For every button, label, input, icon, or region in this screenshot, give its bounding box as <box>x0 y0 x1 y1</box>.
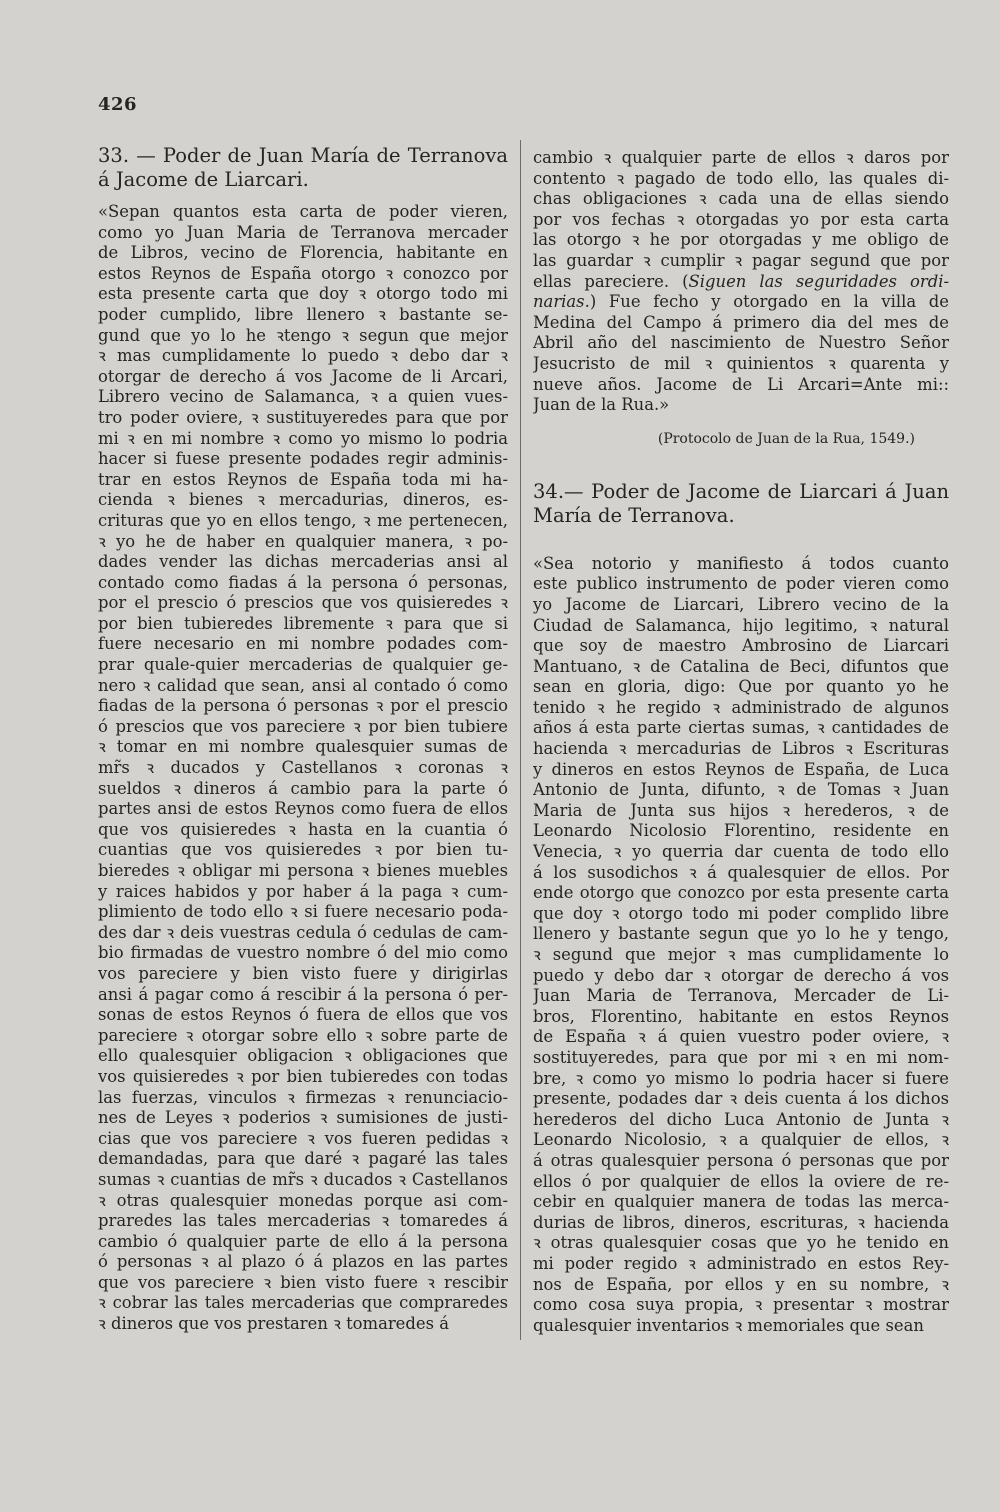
text-line: bre, ꝛ como yo mismo lo podria hacer si fuere <box>533 1068 949 1088</box>
text-line: ꝛ otras qualesquier cosas que yo he tenido en <box>533 1233 949 1253</box>
document-33-body-continued <box>533 148 949 416</box>
text-line: prar quale-quier mercaderias de qualquier ge- <box>98 655 508 675</box>
text-line: «Sepan quantos esta carta de poder vieren, <box>98 202 508 221</box>
text-line: cambio ꝛ qualquier parte de ellos ꝛ daros por <box>533 148 949 167</box>
text-line: ꝛ otras qualesquier monedas porque asi com- <box>98 1190 508 1210</box>
text-line: Jesucristo de mil ꝛ quinientos ꝛ quarenta y <box>533 353 949 373</box>
text-line: por vos fechas ꝛ otorgadas yo por esta carta <box>533 209 949 229</box>
text-line: ansi á pagar como á rescibir á la persona ó per- <box>98 984 508 1004</box>
text-line: Leonardo Nicolosio, ꝛ a qualquier de ellos, ꝛ <box>533 1130 949 1150</box>
text-line: de España ꝛ á quien vuestro poder oviere, ꝛ <box>533 1027 949 1047</box>
text-line: chas obligaciones ꝛ cada una de ellas siendo <box>533 189 949 209</box>
right-column <box>533 144 949 1336</box>
text-line: que vos pareciere ꝛ bien visto fuere ꝛ rescibir <box>98 1272 508 1292</box>
text-line: nueve años. Jacome de Li Arcari=Ante mi:: <box>533 374 949 394</box>
text-line: ꝛ cobrar las tales mercaderias que compraredes <box>98 1293 508 1313</box>
text-line: tenido ꝛ he regido ꝛ administrado de algunos <box>533 697 949 717</box>
text-line: como cosa suya propia, ꝛ presentar ꝛ mostrar <box>533 1295 949 1315</box>
left-column <box>98 144 508 1335</box>
document-34-body <box>533 554 949 1337</box>
text-line: hacer si fuese presente podades regir adminis- <box>98 449 508 469</box>
text-line: vos quisieredes ꝛ por bien tubieredes con todas <box>98 1066 508 1086</box>
text-line: ꝛ tomar en mi nombre qualesquier sumas de <box>98 737 508 757</box>
document-34-heading <box>533 480 949 528</box>
text-line: cias que vos pareciere ꝛ vos fueren pedidas ꝛ <box>98 1128 508 1148</box>
text-line: por bien tubieredes libremente ꝛ para que si <box>98 613 508 633</box>
text-line: tro poder oviere, ꝛ sustituyeredes para que por <box>98 407 508 427</box>
text-line: puedo y debo dar ꝛ otorgar de derecho á vos <box>533 965 949 985</box>
text-line: plimiento de todo ello ꝛ si fuere necesario poda- <box>98 902 508 922</box>
text-line: bros, Florentino, habitante en estos Reynos <box>533 1006 949 1026</box>
column-divider <box>520 140 521 1340</box>
text-line: de Libros, vecino de Florencia, habitante en <box>98 243 508 263</box>
document-33-heading <box>98 144 508 192</box>
text-line: Ciudad de Salamanca, hijo legitimo, ꝛ natural <box>533 615 949 635</box>
text-line: fiadas de la persona ó personas ꝛ por el prescio <box>98 696 508 716</box>
citation: (Protocolo de Juan de la Rua, 1549.) <box>657 430 915 447</box>
text-line: mr̃s ꝛ ducados y Castellanos ꝛ coronas ꝛ <box>98 758 508 778</box>
text-line: cienda ꝛ bienes ꝛ mercadurias, dineros, es- <box>98 490 508 510</box>
text-line: que doy ꝛ otorgo todo mi poder complido libre <box>533 903 949 923</box>
heading-line: á Jacome de Liarcari. <box>98 168 309 191</box>
text-line: sueldos ꝛ dineros á cambio para la parte ó <box>98 778 508 798</box>
text-line: nes de Leyes ꝛ poderios ꝛ sumisiones de justi- <box>98 1108 508 1128</box>
heading-line: 33. — Poder de Juan María de Terranova <box>98 144 508 167</box>
text-line: bio firmadas de vuestro nombre ó del mio como <box>98 943 508 963</box>
text-line: á otras qualesquier persona ó personas que por <box>533 1150 949 1170</box>
text-line: Venecia, ꝛ yo querria dar cuenta de todo ello <box>533 842 949 862</box>
text-line: ꝛ dineros que vos prestaren ꝛ tomaredes á <box>98 1314 449 1334</box>
text-line: ellas pareciere. (Siguen las seguridades ordi- <box>533 271 949 291</box>
text-line: otorgar de derecho á vos Jacome de li Arcari, <box>98 366 508 386</box>
text-line: qualesquier inventarios ꝛ memoriales que sean <box>533 1315 924 1335</box>
text-line: trar en estos Reynos de España toda mi ha- <box>98 469 508 489</box>
text-line: presente, podades dar ꝛ deis cuenta á los dichos <box>533 1089 949 1109</box>
text-line: dades vender las dichas mercaderias ansi al <box>98 552 508 572</box>
text-line: como yo Juan Maria de Terranova mercader <box>98 222 508 242</box>
text-line: poder cumplido, libre llenero ꝛ bastante se- <box>98 304 508 324</box>
text-line: Maria de Junta sus hijos ꝛ herederos, ꝛ de <box>533 800 949 820</box>
text-line: hacienda ꝛ mercadurias de Libros ꝛ Escrituras <box>533 739 949 759</box>
text-line: vos pareciere y bien visto fuere y dirigirlas <box>98 963 508 983</box>
text-line: ꝛ segund que mejor ꝛ mas cumplidamente lo <box>533 945 949 964</box>
text-line: nos de España, por ellos y en su nombre, ꝛ <box>533 1274 949 1294</box>
text-line: cuantias que vos quisieredes ꝛ por bien tu- <box>98 840 508 860</box>
text-line: que vos quisieredes ꝛ hasta en la cuantia ó <box>98 819 508 839</box>
text-line: sean en gloria, digo: Que por quanto yo he <box>533 677 949 697</box>
text-line: estos Reynos de España otorgo ꝛ conozco por <box>98 263 508 283</box>
text-line: des dar ꝛ deis vuestras cedula ó cedulas de cam- <box>98 922 508 942</box>
text-line: mi poder regido ꝛ administrado en estos Rey- <box>533 1253 949 1273</box>
text-line: Leonardo Nicolosio Florentino, residente en <box>533 821 949 841</box>
text-line: sumas ꝛ cuantias de mr̃s ꝛ ducados ꝛ Castellanos <box>98 1169 508 1189</box>
text-line: Juan de la Rua.» <box>533 395 670 415</box>
text-line: Librero vecino de Salamanca, ꝛ a quien vues- <box>98 387 508 407</box>
text-line: por el prescio ó prescios que vos quisieredes ꝛ <box>98 593 508 613</box>
text-line: ꝛ mas cumplidamente lo puedo ꝛ debo dar ꝛ <box>98 346 508 366</box>
text-line: yo Jacome de Liarcari, Librero vecino de la <box>533 594 949 614</box>
text-line: Abril año del nascimiento de Nuestro Señor <box>533 333 949 353</box>
text-line: ello qualesquier obligacion ꝛ obligaciones que <box>98 1046 508 1066</box>
text-line: las otorgo ꝛ he por otorgadas y me obligo de <box>533 230 949 250</box>
text-line: llenero y bastante segun que yo lo he y tengo, <box>533 924 949 944</box>
text-line: bieredes ꝛ obligar mi persona ꝛ bienes muebles <box>98 861 508 880</box>
text-line: «Sea notorio y manifiesto á todos cuanto <box>533 553 949 573</box>
text-line: las guardar ꝛ cumplir ꝛ pagar segund que por <box>533 250 949 270</box>
text-line: Mantuano, ꝛ de Catalina de Beci, difuntos que <box>533 656 949 676</box>
heading-spacer <box>533 538 949 550</box>
text-line: contado como fiadas á la persona ó personas, <box>98 572 508 592</box>
text-line: Juan Maria de Terranova, Mercader de Li- <box>533 986 949 1006</box>
text-line: crituras que yo en ellos tengo, ꝛ me pertenecen, <box>98 510 508 530</box>
document-33-body <box>98 202 508 1335</box>
text-line: praredes las tales mercaderias ꝛ tomaredes á <box>98 1211 508 1231</box>
text-line: contento ꝛ pagado de todo ello, las quales di- <box>533 168 949 188</box>
text-line: gund que yo lo he ꝛtengo ꝛ segun que mejor <box>98 325 508 345</box>
heading-line: María de Terranova. <box>533 503 735 527</box>
text-line: partes ansi de estos Reynos como fuera de ellos <box>98 799 508 819</box>
text-line: ó prescios que vos pareciere ꝛ por bien tubiere <box>98 716 508 736</box>
text-line: y dineros en estos Reynos de España, de Luca <box>533 759 949 779</box>
text-line: este publico instrumento de poder vieren como <box>533 574 949 594</box>
text-line: durias de libros, dineros, escrituras, ꝛ hacienda <box>533 1212 949 1232</box>
text-line: pareciere ꝛ otorgar sobre ello ꝛ sobre parte de <box>98 1025 508 1045</box>
text-line: que soy de maestro Ambrosino de Liarcari <box>533 636 949 656</box>
text-line: Antonio de Junta, difunto, ꝛ de Tomas ꝛ Juan <box>533 780 949 800</box>
text-line: las fuerzas, vinculos ꝛ firmezas ꝛ renunciacio- <box>98 1087 508 1107</box>
text-line: nero ꝛ calidad que sean, ansi al contado ó como <box>98 675 508 695</box>
text-line: cebir en qualquier manera de todas las merca- <box>533 1192 949 1212</box>
text-line: ꝛ yo he de haber en qualquier manera, ꝛ po- <box>98 531 508 551</box>
text-line: ó personas ꝛ al plazo ó á plazos en las partes <box>98 1252 508 1272</box>
text-line: narias.) Fue fecho y otorgado en la villa de <box>533 292 949 312</box>
text-line: mi ꝛ en mi nombre ꝛ como yo mismo lo podria <box>98 428 508 448</box>
text-line: sonas de estos Reynos ó fuera de ellos que vos <box>98 1005 508 1025</box>
page-number: 426 <box>98 94 138 115</box>
text-line: fuere necesario en mi nombre podades com- <box>98 634 508 654</box>
text-line: esta presente carta que doy ꝛ otorgo todo mi <box>98 284 508 304</box>
text-line: ellos ó por qualquier de ellos la oviere de re- <box>533 1171 949 1191</box>
text-line: Medina del Campo á primero dia del mes de <box>533 312 949 332</box>
text-line: ende otorgo que conozco por esta presente carta <box>533 883 949 903</box>
text-line: sostituyeredes, para que por mi ꝛ en mi nom- <box>533 1047 949 1067</box>
text-line: años á esta parte ciertas sumas, ꝛ cantidades de <box>533 718 949 738</box>
text-line: á los susodichos ꝛ á qualesquier de ellos. Por <box>533 862 949 882</box>
text-line: cambio ó qualquier parte de ello á la persona <box>98 1231 508 1251</box>
heading-line: 34.— Poder de Jacome de Liarcari á Juan <box>533 479 949 503</box>
text-line: y raices habidos y por haber á la paga ꝛ cum- <box>98 881 508 901</box>
text-line: herederos del dicho Luca Antonio de Junta ꝛ <box>533 1109 949 1129</box>
text-line: demandadas, para que daré ꝛ pagaré las tales <box>98 1149 508 1169</box>
